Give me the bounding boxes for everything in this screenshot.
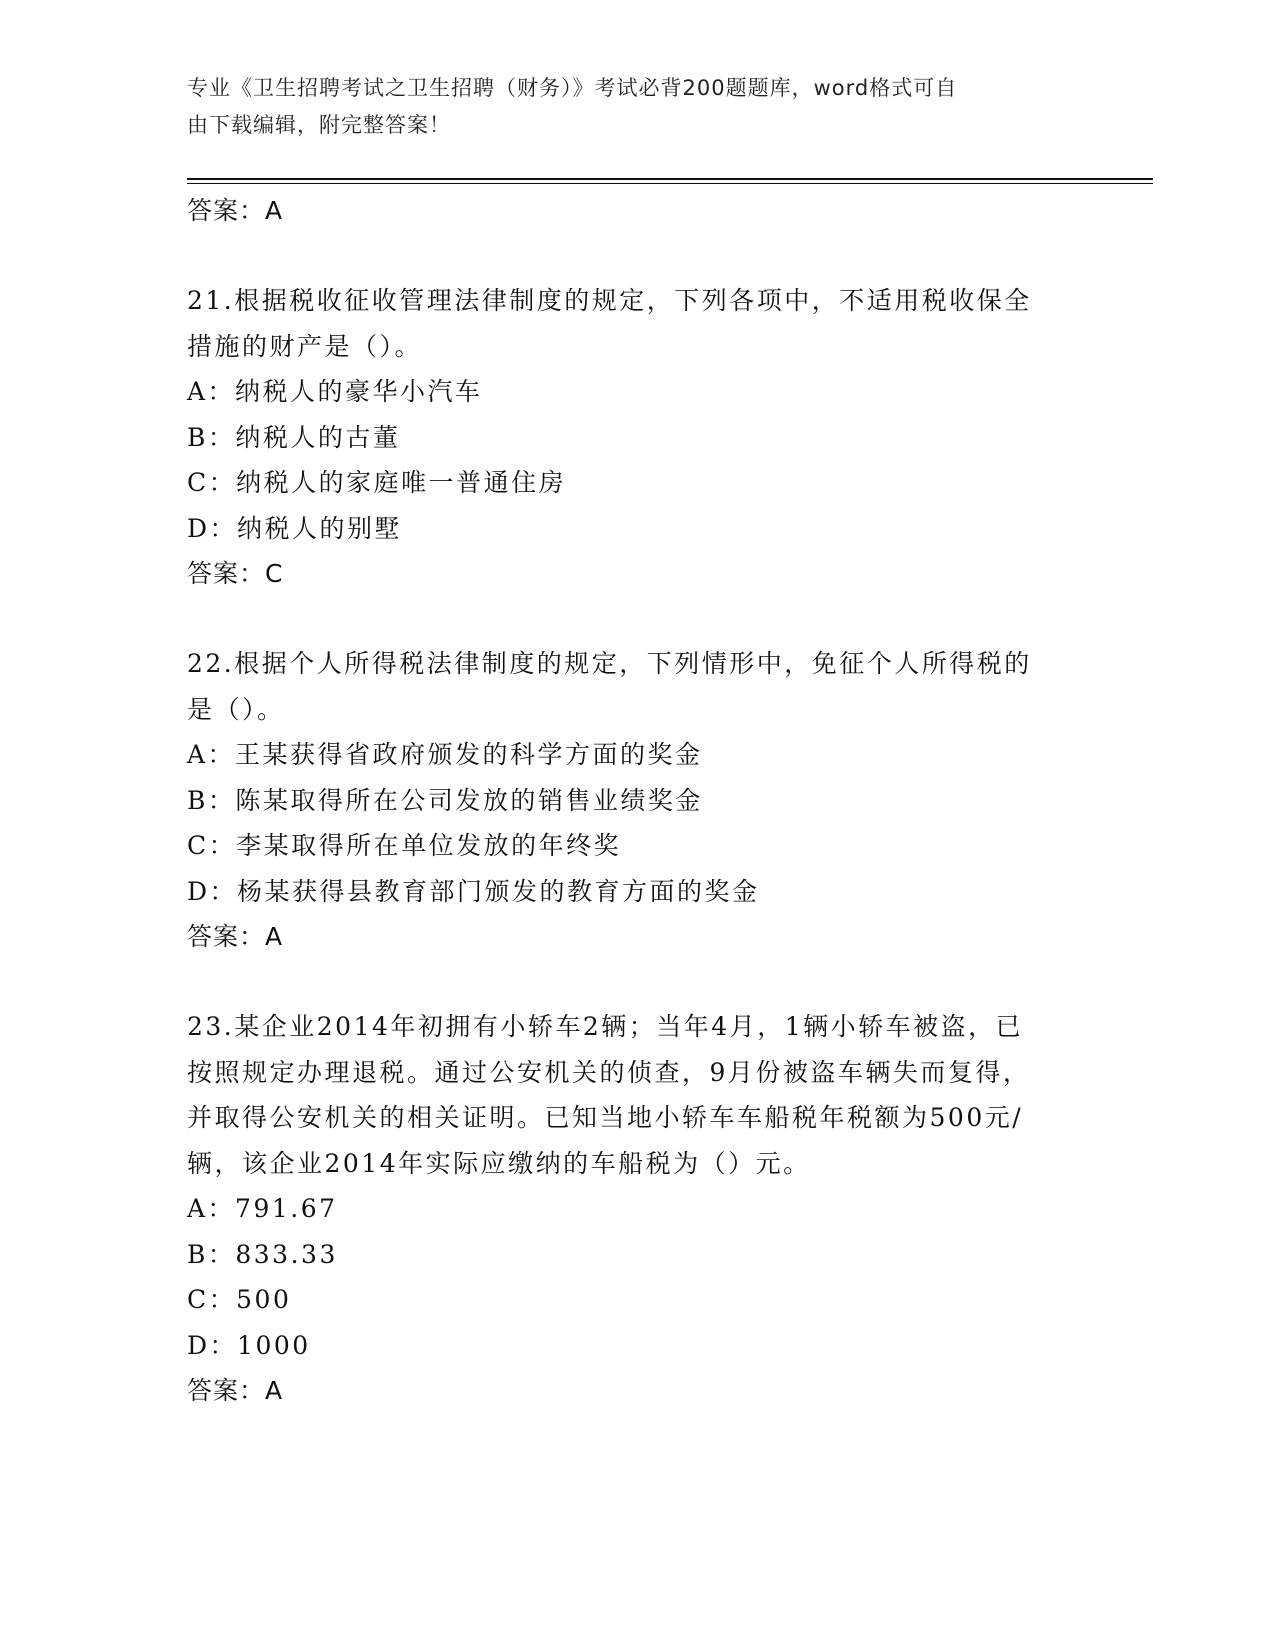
- question-text: 22.根据个人所得税法律制度的规定，下列情形中，免征个人所得税的: [187, 649, 1032, 678]
- header-rule-thin: [187, 183, 1153, 184]
- question-text: 是（）。: [187, 694, 285, 724]
- question-21: [187, 278, 1087, 597]
- option-a: A：纳税人的豪华小汽车: [187, 377, 483, 406]
- question-23: [187, 1004, 1087, 1414]
- answer: 答案：A: [187, 1376, 284, 1405]
- option-b: B：纳税人的古董: [187, 422, 401, 452]
- option-d: D：1000: [187, 1330, 311, 1360]
- option-c: C：500: [187, 1285, 292, 1314]
- previous-answer: 答案：A: [187, 196, 284, 225]
- option-b: B：833.33: [187, 1239, 338, 1269]
- header-line-1: 专业《卫生招聘考试之卫生招聘（财务）》考试必背200题题库，word格式可自: [187, 76, 958, 100]
- document-header: [187, 70, 1087, 144]
- option-b: B：陈某取得所在公司发放的销售业绩奖金: [187, 785, 703, 815]
- question-22: [187, 641, 1087, 960]
- answer: 答案：A: [187, 922, 284, 951]
- header-line-2: 由下载编辑，附完整答案！: [187, 113, 451, 137]
- header-rule-thick: [187, 178, 1153, 180]
- question-text: 措施的财产是（）。: [187, 331, 423, 361]
- question-text: 并取得公安机关的相关证明。已知当地小轿车车船税年税额为500元/: [187, 1103, 1024, 1132]
- question-text: 按照规定办理退税。通过公安机关的侦查，9月份被盗车辆失而复得，: [187, 1057, 1031, 1087]
- question-text: 辆，该企业2014年实际应缴纳的车船税为（）元。: [187, 1148, 811, 1178]
- option-c: C：纳税人的家庭唯一普通住房: [187, 468, 567, 497]
- option-d: D：纳税人的别墅: [187, 513, 403, 543]
- question-list: [187, 188, 1087, 1414]
- option-d: D：杨某获得县教育部门颁发的教育方面的奖金: [187, 876, 760, 906]
- question-text: 23.某企业2014年初拥有小轿车2辆；当年4月，1辆小轿车被盗，已: [187, 1012, 1024, 1041]
- answer: 答案：C: [187, 559, 284, 588]
- option-a: A：王某获得省政府颁发的科学方面的奖金: [187, 740, 703, 769]
- question-text: 21.根据税收征收管理法律制度的规定，下列各项中，不适用税收保全: [187, 286, 1032, 315]
- option-c: C：李某取得所在单位发放的年终奖: [187, 831, 622, 860]
- option-a: A：791.67: [187, 1194, 338, 1223]
